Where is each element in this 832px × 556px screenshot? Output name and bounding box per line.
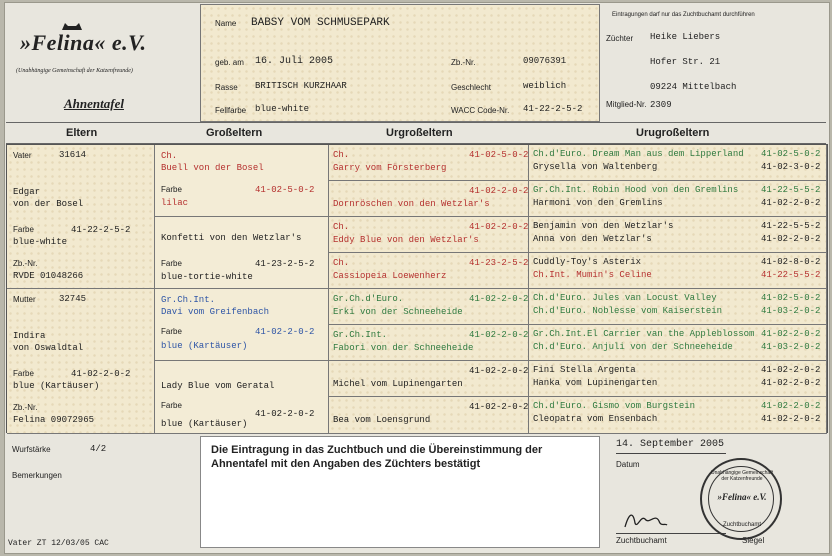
brand-subtitle: (Unabhängige Gemeinschaft der Katzenfreunde) [16,68,133,74]
birth-date: 16. Juli 2005 [255,56,334,67]
mother-cell [7,289,155,434]
ggp8-code: 41-02-2-0-2 [469,402,529,412]
father-note: Vater ZT 12/03/05 CAC [8,539,109,548]
ggp-cell-7 [329,361,529,397]
gp-cell-2 [155,217,329,289]
wacc-code: 41-22-2-5-2 [523,104,583,114]
father-color: blue-white [13,237,68,247]
gp4-color-label: Farbe [161,401,182,410]
gggp-code: 41-02-5-0-2 [761,293,821,303]
father-zb: RVDE 01048266 [13,271,84,281]
ggp8-name: Bea vom Loensgrund [333,415,431,425]
gggp-code: 41-03-2-0-2 [761,342,821,352]
fur-color: blue-white [255,104,310,114]
gggp-cell-8 [529,397,827,434]
gggp-name: Fini Stella Argenta [533,365,636,375]
gggp-code: 41-02-2-0-2 [761,365,821,375]
gggp-code: 41-02-2-0-2 [761,401,821,411]
ggp1-name: Garry vom Försterberg [333,163,447,173]
ggp6-title: Gr.Ch.Int. [333,330,388,340]
gp-cell-1 [155,145,329,217]
breeder-name: Heike Liebers [650,32,721,42]
confirmation-notice [200,436,600,548]
ggp5-name: Erki von der Schneeheide [333,307,463,317]
gggp-name: Ch.d'Euro. Noblesse vom Kaiserstein [533,306,723,316]
cat-silhouette-icon [60,20,84,30]
header-urgrosseltern: Urgroßeltern [386,127,453,139]
gp2-color: blue-tortie-white [161,272,253,282]
father-name-1: Edgar [13,187,41,197]
member-number: 2309 [650,100,672,110]
gggp-name: Ch.Int. Mumin's Celine [533,270,652,280]
father-zb-label: Zb.-Nr. [13,259,38,268]
breed-label: Rasse [215,83,238,92]
gggp-name: Ch.d'Euro. Gismo vom Burgstein [533,401,696,411]
ggp4-title: Ch. [333,258,350,268]
ggp-cell-6 [329,325,529,361]
gggp-code: 41-02-2-0-2 [761,414,821,424]
gp4-color: blue (Kartäuser) [161,419,248,429]
gggp-cell-3 [529,217,827,253]
mother-color-label: Farbe [13,369,34,378]
mother-name-2: von Oswaldtal [13,343,84,353]
gggp-code: 41-02-5-0-2 [761,149,821,159]
ggp-cell-4 [329,253,529,289]
zb-label: Zb.-Nr. [451,58,476,67]
cat-name: BABSY VOM SCHMUSEPARK [251,17,390,29]
color-label: Fellfarbe [215,106,247,115]
ggp6-name: Fabori von der Schneeheide [333,343,474,353]
ggp-cell-2 [329,181,529,217]
gggp-code: 41-22-5-5-2 [761,270,821,280]
father-cell [7,145,155,289]
mother-number: 32745 [59,294,87,304]
ggp4-name: Cassiopeia Loewenherz [333,271,447,281]
gp-cell-4 [155,361,329,434]
generation-header [6,122,826,144]
born-label: geb. am [215,58,244,67]
ggp3-name: Eddy Blue von den Wetzlar's [333,235,479,245]
gggp-name: Hanka vom Lupinengarten [533,378,658,388]
confirmation-text: Die Eintragung in das Zuchtbuch und die Übereinstimmung der Ahnentafel mit den Angaben des Züchters bestätigt [211,444,543,470]
ggp1-code: 41-02-5-0-2 [469,150,529,160]
gp3-color: blue (Kartäuser) [161,341,248,351]
gp1-color: lilac [161,198,189,208]
gggp-name: Grysella von Waltenberg [533,162,658,172]
pedigree-grid [6,144,828,433]
gggp-code: 41-02-8-0-2 [761,257,821,267]
breeder-box [604,12,826,122]
ggp5-code: 41-02-2-0-2 [469,294,529,304]
document-title: Ahnentafel [64,96,124,111]
gggp-name: Gr.Ch.Int.El Carrier van the Appleblossom [533,329,755,339]
gp3-title: Gr.Ch.Int. [161,295,216,305]
gp1-color-label: Farbe [161,185,182,194]
confirmation-date: 14. September 2005 [616,439,725,450]
gggp-code: 41-02-3-0-2 [761,162,821,172]
ggp7-code: 41-02-2-0-2 [469,366,529,376]
gp2-code: 41-23-2-5-2 [255,259,315,269]
gggp-name: Gr.Ch.Int. Robin Hood von den Gremlins [533,185,739,195]
father-label: Vater [13,151,32,160]
gggp-name: Cleopatra vom Ensenbach [533,414,658,424]
wacc-label: WACC Code-Nr. [451,106,510,115]
stamp-brand: »Felina« e.V. [717,492,767,502]
header-grosseltern: Großeltern [206,127,263,139]
gggp-cell-4 [529,253,827,289]
father-code: 41-22-2-5-2 [71,225,131,235]
ggp2-code: 41-02-2-0-2 [469,186,529,196]
gggp-name: Ch.d'Euro. Anjuli von der Schneeheide [533,342,733,352]
stamp-text: Unabhängige Gemeinschaft der Katzenfreunde [711,470,773,482]
office-note: Eintragungen darf nur das Zuchtbuchamt durchführen [612,12,755,18]
gggp-cell-5 [529,289,827,325]
name-label: Name [215,19,237,28]
ggp-cell-5 [329,289,529,325]
gggp-code: 41-02-2-0-2 [761,329,821,339]
gggp-cell-6 [529,325,827,361]
ggp4-code: 41-23-2-5-2 [469,258,529,268]
gggp-code: 41-02-2-0-2 [761,198,821,208]
header-ururgrosseltern: Urugroßeltern [636,127,710,139]
ggp-cell-1 [329,145,529,181]
gggp-name: Anna von den Wetzlar's [533,234,652,244]
ggp6-code: 41-02-2-0-2 [469,330,529,340]
date-label: Datum [616,460,640,469]
logo-block [8,12,194,114]
gggp-code: 41-02-2-0-2 [761,378,821,388]
ggp3-title: Ch. [333,222,350,232]
stamp-bottom: Zuchtbuchamt [722,522,762,528]
seal-label: Siegel [742,536,765,545]
mother-zb: Felina 09072965 [13,415,95,425]
breeder-label: Züchter [606,34,634,43]
ggp2-name: Dornröschen von den Wetzlar's [333,199,490,209]
breeder-street: Hofer Str. 21 [650,57,721,67]
gggp-name: Harmoni von den Gremlins [533,198,663,208]
father-number: 31614 [59,150,87,160]
ggp5-title: Gr.Ch.d'Euro. [333,294,404,304]
gggp-name: Ch.d'Euro. Jules van Locust Valley [533,293,717,303]
remarks-label: Bemerkungen [12,471,62,480]
ggp-cell-3 [329,217,529,253]
litter-size: 4/2 [90,444,107,454]
gp2-name: Konfetti von den Wetzlar's [161,233,302,243]
gp-cell-3 [155,289,329,361]
breeder-city: 09224 Mittelbach [650,82,737,92]
gp4-name: Lady Blue vom Geratal [161,381,275,391]
sex: weiblich [523,81,567,91]
gggp-code: 41-22-5-5-2 [761,185,821,195]
zb-number: 09076391 [523,56,567,66]
litter-label: Wurfstärke [12,445,51,454]
felina-seal-stamp [700,458,782,540]
gp2-color-label: Farbe [161,259,182,268]
gp1-title: Ch. [161,151,178,161]
gggp-name: Benjamin von den Wetzlar's [533,221,674,231]
header-eltern: Eltern [66,127,98,139]
cat-info-box [200,4,600,122]
gggp-code: 41-22-5-5-2 [761,221,821,231]
sex-label: Geschlecht [451,83,492,92]
ggp7-name: Michel vom Lupinengarten [333,379,463,389]
ggp1-title: Ch. [333,150,350,160]
mother-code: 41-02-2-0-2 [71,369,131,379]
gggp-name: Cuddly-Toy's Asterix [533,257,642,267]
mother-label: Mutter [13,295,36,304]
father-color-label: Farbe [13,225,34,234]
gggp-code: 41-03-2-0-2 [761,306,821,316]
gggp-cell-7 [529,361,827,397]
signature-line [616,533,726,534]
gp3-color-label: Farbe [161,327,182,336]
gggp-code: 41-02-2-0-2 [761,234,821,244]
ggp-cell-8 [329,397,529,434]
brand-name: »Felina« e.V. [20,30,147,55]
date-line [616,453,726,454]
mother-zb-label: Zb.-Nr. [13,403,38,412]
gp3-code: 41-02-2-0-2 [255,327,315,337]
father-name-2: von der Bosel [13,199,84,209]
ggp3-code: 41-02-2-0-2 [469,222,529,232]
signature-icon [621,505,671,535]
gp1-code: 41-02-5-0-2 [255,185,315,195]
gp3-name: Davi vom Greifenbach [161,307,270,317]
mother-color: blue (Kartäuser) [13,381,100,391]
mother-name-1: Indira [13,331,46,341]
gp1-name: Buell von der Bosel [161,163,264,173]
breed: BRITISCH KURZHAAR [255,81,347,91]
gp4-code: 41-02-2-0-2 [255,409,315,419]
gggp-cell-1 [529,145,827,181]
office-label: Zuchtbuchamt [616,536,667,545]
member-label: Mitglied-Nr. [606,100,647,109]
gggp-cell-2 [529,181,827,217]
gggp-name: Ch.d'Euro. Dream Man aus dem Lipperland [533,149,744,159]
